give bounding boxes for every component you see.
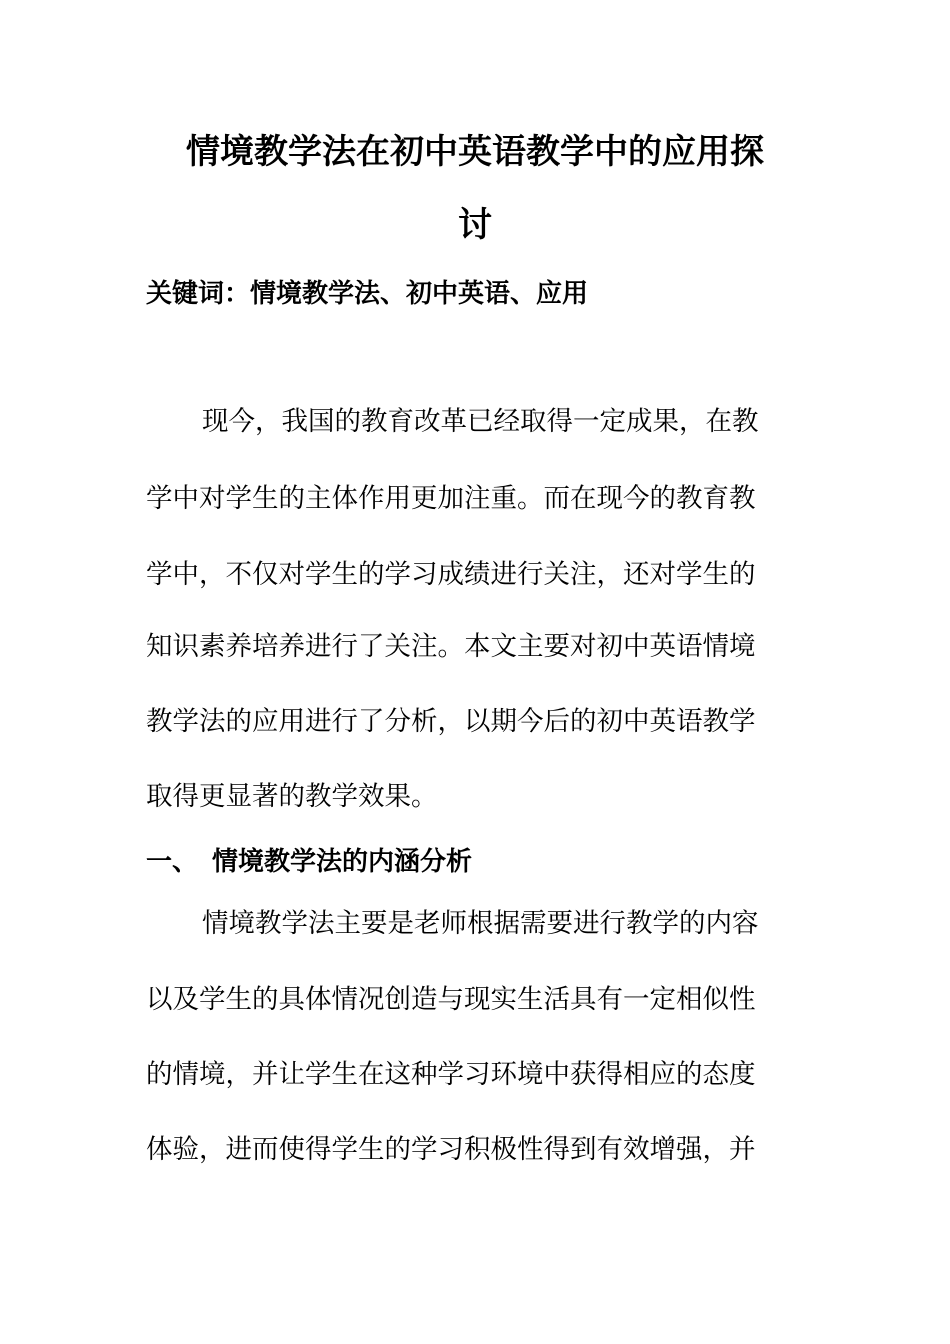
section-number: 一、 [146,847,199,877]
intro-paragraph-line: 现今，我国的教育改革已经取得一定成果，在教 [202,406,759,437]
intro-paragraph-line: 学中，不仅对学生的学习成绩进行关注，还对学生的 [146,559,756,590]
document-title-line-2: 讨 [458,205,492,245]
keywords-line: 关键词：情境教学法、初中英语、应用 [146,279,589,309]
section-paragraph-line: 以及学生的具体情况创造与现实生活具有一定相似性 [146,984,756,1015]
section-title: 情境教学法的内涵分析 [212,847,473,877]
intro-paragraph-line: 知识素养培养进行了关注。本文主要对初中英语情境 [146,631,756,662]
document-title-line-1: 情境教学法在初中英语教学中的应用探 [186,132,764,172]
section-paragraph-line: 体验，进而使得学生的学习积极性得到有效增强，并 [146,1134,756,1165]
intro-paragraph-line: 教学法的应用进行了分析，以期今后的初中英语教学 [146,706,756,737]
section-paragraph-line: 情境教学法主要是老师根据需要进行教学的内容 [202,908,759,939]
section-heading [146,845,472,879]
intro-paragraph-line: 取得更显著的教学效果。 [146,781,438,812]
section-paragraph-line: 的情境，并让学生在这种学习环境中获得相应的态度 [146,1059,756,1090]
intro-paragraph-line: 学中对学生的主体作用更加注重。而在现今的教育教 [146,483,756,514]
